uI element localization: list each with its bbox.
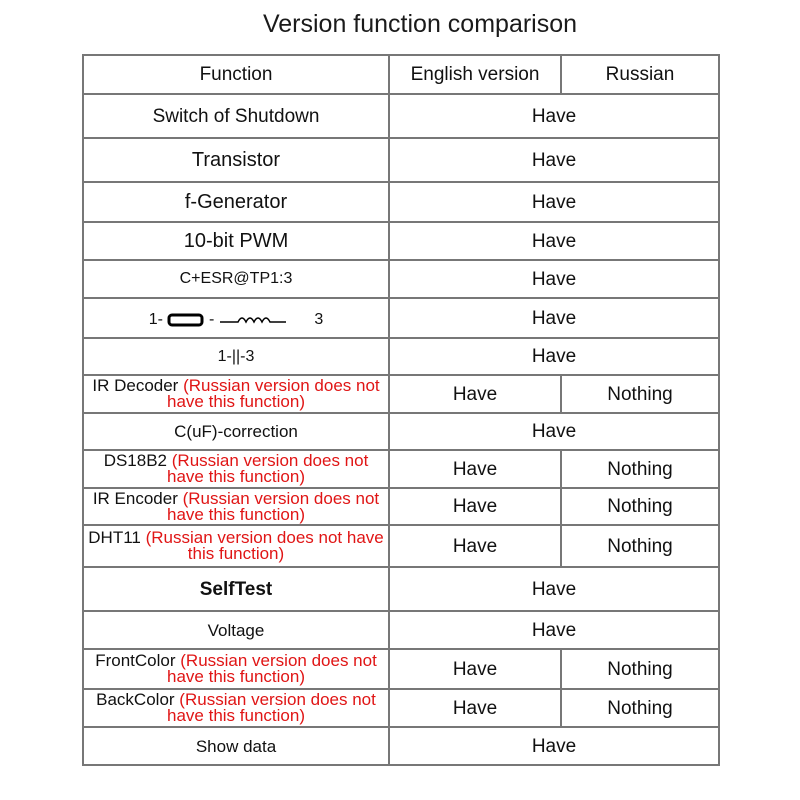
english-cell: Have (389, 689, 561, 727)
function-cell: Switch of Shutdown (83, 94, 389, 138)
english-cell: Have (389, 525, 561, 567)
russian-note: (Russian version does not have this function) (167, 690, 376, 725)
function-cell (83, 298, 389, 338)
table-row (83, 260, 719, 298)
function-cell: 1-||-3 (83, 338, 389, 375)
function-cell (83, 488, 389, 525)
value-cell: Have (389, 338, 719, 375)
english-cell: Have (389, 649, 561, 689)
table-row (83, 222, 719, 260)
table-row (83, 689, 719, 727)
header-function: Function (83, 55, 389, 94)
table-row (83, 450, 719, 488)
russian-cell: Nothing (561, 375, 719, 413)
english-cell: Have (389, 375, 561, 413)
function-cell: Voltage (83, 611, 389, 649)
table-header-row (83, 55, 719, 94)
table-row (83, 94, 719, 138)
russian-cell: Nothing (561, 649, 719, 689)
function-cell (83, 450, 389, 488)
inductor-icon (218, 312, 288, 328)
resistor-icon (167, 312, 205, 328)
table-row (83, 138, 719, 182)
value-cell: Have (389, 94, 719, 138)
russian-note: (Russian version does not have this function) (167, 451, 369, 486)
russian-note: (Russian version does not have this function) (167, 651, 377, 686)
table-row (83, 182, 719, 222)
table-row (83, 375, 719, 413)
value-cell: Have (389, 182, 719, 222)
header-english: English version (389, 55, 561, 94)
english-cell: Have (389, 488, 561, 525)
value-cell: Have (389, 138, 719, 182)
russian-note: (Russian version does not have this function) (167, 488, 380, 524)
value-cell: Have (389, 567, 719, 611)
russian-cell: Nothing (561, 525, 719, 567)
table-row (83, 338, 719, 375)
value-cell: Have (389, 727, 719, 765)
value-cell: Have (389, 611, 719, 649)
pin-label: - (209, 310, 215, 328)
pin-label: 3 (314, 310, 324, 328)
value-cell: Have (389, 222, 719, 260)
function-cell: SelfTest (83, 567, 389, 611)
value-cell: Have (389, 298, 719, 338)
function-cell: f-Generator (83, 182, 389, 222)
function-cell: Show data (83, 727, 389, 765)
russian-note: (Russian version does not have this function) (167, 376, 380, 411)
table-row (83, 525, 719, 567)
function-label: DS18B2 (103, 451, 168, 470)
table-row (83, 611, 719, 649)
pin-label: 1- (148, 310, 163, 328)
value-cell: Have (389, 260, 719, 298)
function-label: DHT11 (88, 528, 141, 547)
value-cell: Have (389, 413, 719, 450)
function-cell: C(uF)-correction (83, 413, 389, 450)
table-row (83, 488, 719, 525)
table-row (83, 413, 719, 450)
english-cell: Have (389, 450, 561, 488)
function-cell (83, 375, 389, 413)
function-cell (83, 689, 389, 727)
russian-note: (Russian version does not have this function) (145, 528, 384, 563)
table-row (83, 567, 719, 611)
header-russian: Russian (561, 55, 719, 94)
function-label: BackColor (96, 690, 175, 709)
function-cell: 10-bit PWM (83, 222, 389, 260)
russian-cell: Nothing (561, 450, 719, 488)
russian-cell: Nothing (561, 488, 719, 525)
function-label: IR Decoder (92, 376, 179, 395)
table-row (83, 649, 719, 689)
function-label: FrontColor (95, 651, 176, 670)
function-cell: Transistor (83, 138, 389, 182)
table-row (83, 727, 719, 765)
page-title: Version function comparison (262, 10, 578, 38)
function-label: IR Encoder (92, 488, 178, 508)
russian-cell: Nothing (561, 689, 719, 727)
function-cell: C+ESR@TP1:3 (83, 260, 389, 298)
function-cell (83, 649, 389, 689)
table-row (83, 298, 719, 338)
component-symbol (149, 312, 323, 328)
comparison-table (82, 54, 720, 766)
function-cell (83, 525, 389, 567)
